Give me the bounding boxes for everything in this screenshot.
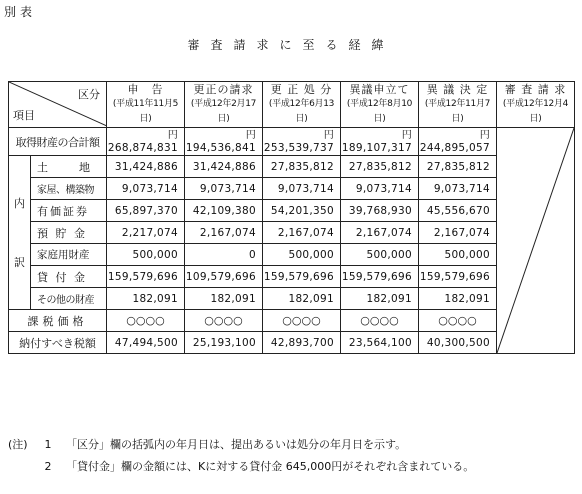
column-header-objection-decision <box>419 82 497 128</box>
value-cell: 2,167,074 <box>185 222 263 244</box>
column-date: (平成12年12月4日) <box>502 99 569 124</box>
column-title: 更正の請求 <box>193 83 254 96</box>
value-cell: 27,835,812 <box>341 156 419 178</box>
examination-history-table <box>8 81 575 354</box>
value-cell: 9,073,714 <box>185 178 263 200</box>
yen-unit: 円 <box>245 130 256 141</box>
total-value: 244,895,057 <box>419 142 490 154</box>
note-text: 「貸付金」欄の金額には、Kに対する貸付金 645,000円がそれぞれ含まれている。 <box>66 460 475 473</box>
note-item <box>8 436 474 454</box>
notes <box>8 436 474 476</box>
value-cell: 65,897,370 <box>107 200 185 222</box>
total-label: 取得財産の合計額 <box>9 128 107 156</box>
tax-due-cell: 40,300,500 <box>419 332 497 354</box>
breakdown-row-deposits <box>9 222 575 244</box>
note-number: 2 <box>44 460 52 473</box>
value-cell: 9,073,714 <box>107 178 185 200</box>
total-cell <box>341 128 419 156</box>
value-cell: 500,000 <box>263 244 341 266</box>
tax-due-cell: 23,564,100 <box>341 332 419 354</box>
value-cell: 0 <box>185 244 263 266</box>
total-cell <box>419 128 497 156</box>
row-label-deposits: 預 貯 金 <box>31 222 107 244</box>
taxable-row <box>9 310 575 332</box>
taxable-cell: ○○○○ <box>263 310 341 332</box>
examination-request-empty-cell <box>497 128 575 354</box>
header-row <box>9 82 575 128</box>
value-cell: 2,167,074 <box>341 222 419 244</box>
column-title: 審 査 請 求 <box>504 83 567 96</box>
value-cell: 182,091 <box>107 288 185 310</box>
value-cell: 31,424,886 <box>107 156 185 178</box>
taxable-label: 課税価格 <box>9 310 107 332</box>
tax-due-cell: 47,494,500 <box>107 332 185 354</box>
value-cell: 500,000 <box>341 244 419 266</box>
column-title: 異 議 決 定 <box>426 83 489 96</box>
note-number: 1 <box>44 438 52 451</box>
document-title: 審査請求に至る経緯 <box>187 38 395 52</box>
yen-unit: 円 <box>167 130 178 141</box>
value-cell: 500,000 <box>419 244 497 266</box>
value-cell: 45,556,670 <box>419 200 497 222</box>
value-cell: 9,073,714 <box>419 178 497 200</box>
column-date: (平成12年6月13日) <box>268 99 335 124</box>
item-label: 項目 <box>13 109 35 122</box>
breakdown-row-buildings <box>9 178 575 200</box>
value-cell: 109,579,696 <box>185 266 263 288</box>
value-cell: 2,167,074 <box>419 222 497 244</box>
row-label-loans: 貸 付 金 <box>31 266 107 288</box>
breakdown-row-securities <box>9 200 575 222</box>
value-cell: 182,091 <box>341 288 419 310</box>
value-cell: 27,835,812 <box>263 156 341 178</box>
taxable-cell: ○○○○ <box>341 310 419 332</box>
value-cell: 9,073,714 <box>263 178 341 200</box>
column-date: (平成12年8月10日) <box>346 99 413 124</box>
column-header-examination-request <box>497 82 575 128</box>
value-cell: 159,579,696 <box>419 266 497 288</box>
tax-due-row <box>9 332 575 354</box>
total-cell <box>185 128 263 156</box>
note-item <box>8 458 474 476</box>
value-cell: 54,201,350 <box>263 200 341 222</box>
row-label-land: 土 地 <box>31 156 107 178</box>
taxable-cell: ○○○○ <box>419 310 497 332</box>
total-value: 194,536,841 <box>185 142 256 154</box>
value-cell: 500,000 <box>107 244 185 266</box>
note-text: 「区分」欄の括弧内の年月日は、提出あるいは処分の年月日を示す。 <box>66 438 407 451</box>
column-header-correction-request <box>185 82 263 128</box>
empty-cell-diagonal <box>497 128 574 353</box>
taxable-cell: ○○○○ <box>185 310 263 332</box>
value-cell: 182,091 <box>419 288 497 310</box>
value-cell: 42,109,380 <box>185 200 263 222</box>
column-header-objection <box>341 82 419 128</box>
value-cell: 182,091 <box>263 288 341 310</box>
tax-due-label: 納付すべき税額 <box>9 332 107 354</box>
total-value: 253,539,737 <box>263 142 334 154</box>
category-label: 区分 <box>78 88 100 101</box>
total-value: 268,874,831 <box>107 142 178 154</box>
value-cell: 9,073,714 <box>341 178 419 200</box>
value-cell: 2,217,074 <box>107 222 185 244</box>
column-header-correction-disposition <box>263 82 341 128</box>
value-cell: 27,835,812 <box>419 156 497 178</box>
total-row <box>9 128 575 156</box>
row-label-household: 家庭用財産 <box>31 244 107 266</box>
yen-unit: 円 <box>479 130 490 141</box>
total-value: 189,107,317 <box>341 142 412 154</box>
breakdown-row-loans <box>9 266 575 288</box>
column-header-declaration <box>107 82 185 128</box>
value-cell: 31,424,886 <box>185 156 263 178</box>
column-title: 申 告 <box>127 83 164 96</box>
value-cell: 2,167,074 <box>263 222 341 244</box>
yen-unit: 円 <box>401 130 412 141</box>
corner-header <box>9 82 107 128</box>
value-cell: 39,768,930 <box>341 200 419 222</box>
total-cell <box>107 128 185 156</box>
breakdown-label: 内 訳 <box>9 156 31 310</box>
value-cell: 159,579,696 <box>263 266 341 288</box>
total-cell <box>263 128 341 156</box>
value-cell: 182,091 <box>185 288 263 310</box>
column-date: (平成11年11月5日) <box>112 99 179 124</box>
value-cell: 159,579,696 <box>107 266 185 288</box>
value-cell: 159,579,696 <box>341 266 419 288</box>
row-label-other: その他の財産 <box>31 288 107 310</box>
column-title: 異議申立て <box>349 83 410 96</box>
breakdown-row-land <box>9 156 575 178</box>
breakdown-row-household <box>9 244 575 266</box>
taxable-cell: ○○○○ <box>107 310 185 332</box>
appendix-label: 別表 <box>4 5 37 19</box>
column-title: 更 正 処 分 <box>270 83 333 96</box>
column-date: (平成12年11月7日) <box>424 99 491 124</box>
row-label-securities: 有価証券 <box>31 200 107 222</box>
row-label-buildings: 家屋、構築物 <box>31 178 107 200</box>
tax-due-cell: 25,193,100 <box>185 332 263 354</box>
note-tag: (注) <box>8 438 28 451</box>
column-date: (平成12年2月17日) <box>190 99 257 124</box>
breakdown-row-other <box>9 288 575 310</box>
yen-unit: 円 <box>323 130 334 141</box>
tax-due-cell: 42,893,700 <box>263 332 341 354</box>
